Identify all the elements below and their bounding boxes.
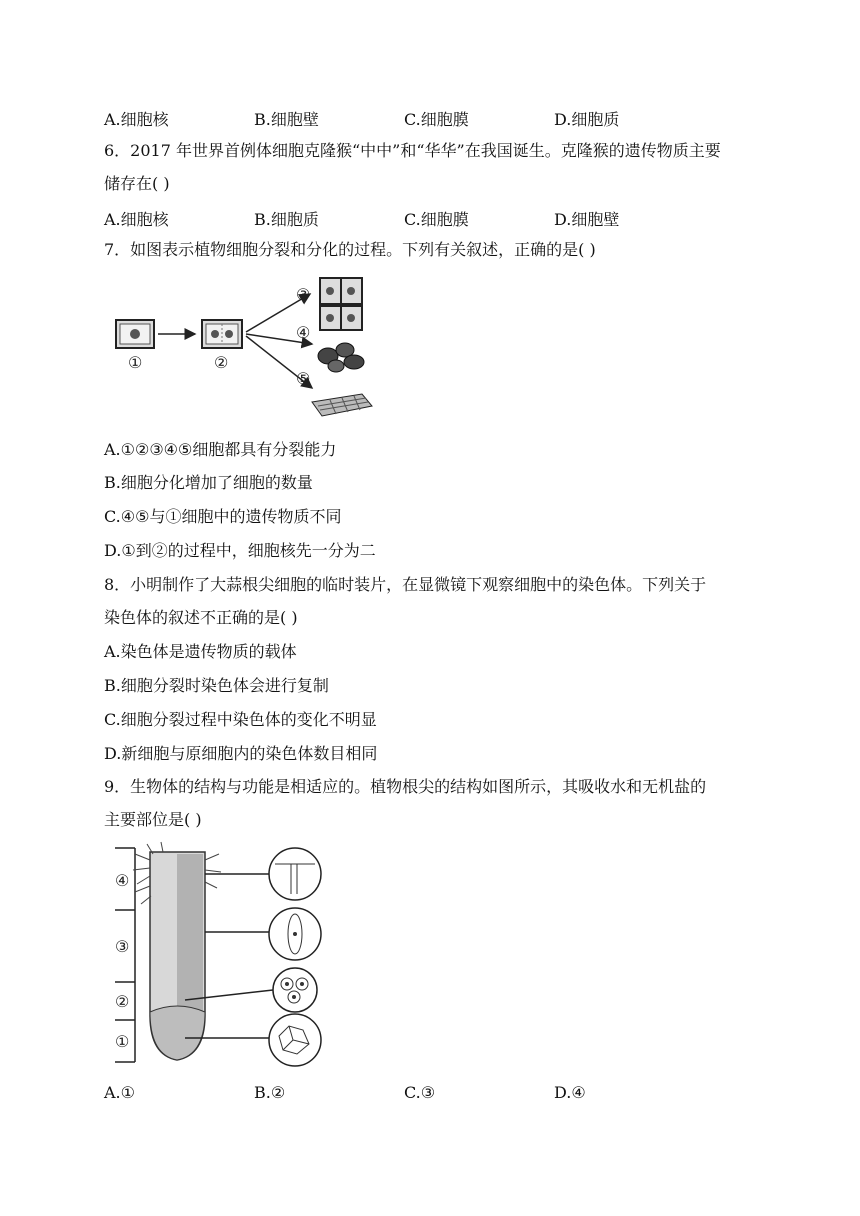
figure-label-4: ④ [296,323,311,342]
q7-option-c: C.④⑤与①细胞中的遗传物质不同 [104,507,342,526]
q5-option-b: B.细胞壁 [254,110,319,129]
cell-division-differentiation-figure [100,276,380,426]
tissue-icon [312,394,372,416]
cell-3-icon [320,278,362,304]
q9-option-a: A.① [104,1083,135,1102]
cell-1-icon [116,320,154,348]
cell-4-icon [320,306,362,330]
q8-stem-line1: 8．小明制作了大蒜根尖细胞的临时装片，在显微镜下观察细胞中的染色体。下列关于 [104,575,707,594]
q6-option-c: C.细胞膜 [404,210,469,229]
zone-label-1: ① [115,1032,130,1051]
root-tip-structure-figure [105,840,335,1070]
q6-option-a: A.细胞核 [104,210,169,229]
q5-options [104,107,744,129]
magnified-meristem-cells [273,968,317,1012]
zone-label-3: ③ [115,937,130,956]
magnified-root-cap-cells [269,1014,321,1066]
figure-label-3: ③ [296,285,311,304]
q7-stem: 7．如图表示植物细胞分裂和分化的过程。下列有关叙述，正确的是( ) [104,240,596,259]
q5-option-c: C.细胞膜 [404,110,469,129]
q6-stem-line1: 6．2017 年世界首例体细胞克隆猴“中中”和“华华”在我国诞生。克隆猴的遗传物质主要 [104,141,721,160]
q8-option-c: C.细胞分裂过程中染色体的变化不明显 [104,710,377,729]
figure-label-1: ① [128,353,143,372]
q8-option-b: B.细胞分裂时染色体会进行复制 [104,676,329,695]
q5-option-a: A.细胞核 [104,110,169,129]
q9-stem-line2: 主要部位是( ) [104,810,202,829]
q6-stem-line2: 储存在( ) [104,174,170,193]
magnified-elongation-cell [269,908,321,960]
q7-option-d: D.①到②的过程中，细胞核先一分为二 [104,541,376,560]
guard-cells-icon [318,343,364,372]
zone-label-2: ② [115,992,130,1011]
q9-option-d: D.④ [554,1083,586,1102]
q7-option-a: A.①②③④⑤细胞都具有分裂能力 [104,440,337,459]
q8-option-a: A.染色体是遗传物质的载体 [104,642,297,661]
zone-label-4: ④ [115,871,130,890]
q9-stem-line1: 9．生物体的结构与功能是相适应的。植物根尖的结构如图所示，其吸收水和无机盐的 [104,777,707,796]
q9-option-b: B.② [254,1083,286,1102]
q6-options [104,207,744,229]
q9-options [104,1083,744,1105]
cell-2-icon [202,320,242,348]
q9-option-c: C.③ [404,1083,436,1102]
magnified-root-hair-cell [269,848,321,900]
figure-label-2: ② [214,353,229,372]
q8-stem-line2: 染色体的叙述不正确的是( ) [104,608,298,627]
q5-option-d: D.细胞质 [554,110,620,129]
figure-label-5: ⑤ [296,369,311,388]
q8-option-d: D.新细胞与原细胞内的染色体数目相同 [104,744,378,763]
q7-option-b: B.细胞分化增加了细胞的数量 [104,473,313,492]
q6-option-d: D.细胞壁 [554,210,620,229]
q6-option-b: B.细胞质 [254,210,319,229]
